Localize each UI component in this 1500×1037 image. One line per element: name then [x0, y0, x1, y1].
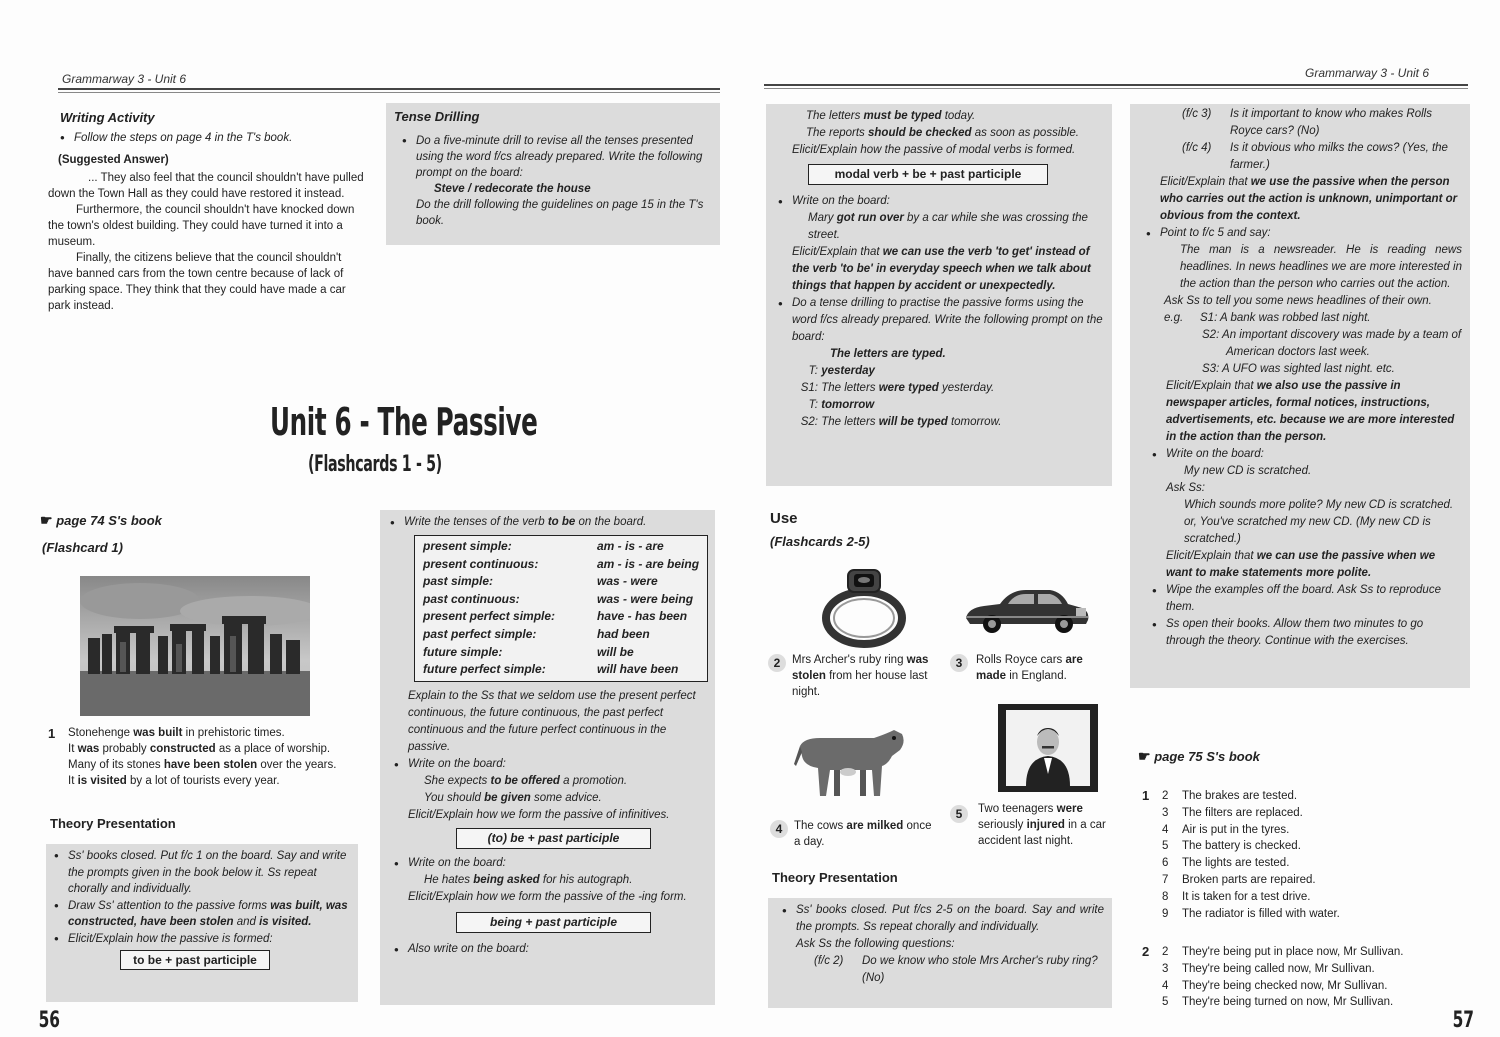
flashcard-3-caption: 3 Rolls Royce cars are made in England. [950, 652, 1115, 684]
drill-t2: T: tomorrow [808, 399, 875, 411]
suggested-para-3: Finally, the citizens believe that the council shouldn't have banned cars from the town centre because of lack of parking space. They think that they could have made a car park instead. [48, 252, 346, 312]
theory-presentation-title-2: Theory Presentation [772, 870, 898, 885]
get-explain: Elicit/Explain that we can use the verb 'to get' instead of the verb 'to be' in everyday speech when we talk about things that happen by accident or unexpectedly. [792, 246, 1091, 292]
drill-s2: S2: The letters will be typed tomorrow. [800, 416, 1002, 428]
answer-item [1162, 805, 1462, 822]
page-number-right: 57 [1452, 1008, 1475, 1033]
right-header: Grammarway 3 - Unit 6 [1305, 66, 1430, 80]
exercise-1-answers [1142, 788, 1462, 922]
ruby-ring-illustration [814, 566, 914, 655]
cow-illustration [790, 720, 908, 805]
suggested-answer-label: (Suggested Answer) [58, 154, 169, 166]
modal-explain: Elicit/Explain how the passive of modal verbs is formed. [792, 144, 1076, 156]
tense-form: had been [597, 626, 650, 641]
seldom-explain: Explain to the Ss that we seldom use the present perfect continuous, the future continuous, the past perfect continuous and the future perfect continuous in the passive. [408, 689, 696, 753]
answer-item [1162, 855, 1462, 872]
flashcard-2-caption: 2 Mrs Archer's ruby ring was stolen from her house last night. [768, 652, 938, 700]
answer-item [1162, 978, 1462, 995]
tense-name: past continuous: [423, 591, 520, 606]
question-fc3: (f/c 3) Is it important to know who makes Rolls Royce cars? (No) [1182, 108, 1432, 137]
modal-example-1: The letters must be typed today. [806, 110, 976, 122]
example-number: 1 [48, 726, 56, 741]
theory-presentation-box-2 [768, 898, 1112, 1008]
left-header-rule-thin [58, 92, 720, 93]
flashcard-3-number: 3 [950, 654, 968, 672]
headline-s3: S3: A UFO was sighted last night. etc. [1202, 363, 1395, 375]
answer-number: 5 [1162, 840, 1169, 853]
also-write-board: • Also write on the board: [392, 941, 707, 958]
page-number-left: 56 [38, 1008, 61, 1033]
pointing-hand-icon: ☛ [40, 512, 53, 528]
theory2-bullet: • Ss' books closed. Put f/cs 2-5 on the board. Say and write the prompts. Ss repeat chorally and individually. [780, 902, 1104, 936]
stonehenge-photo [80, 576, 310, 716]
answer-number: 4 [1162, 979, 1169, 992]
answer-text: The radiator is filled with water. [1182, 907, 1340, 920]
newsreader-text: The man is a newsreader. He is reading news headlines. In news headlines we are more interested in the action than the person who carries out the action. [1180, 244, 1462, 290]
tense-name: future simple: [423, 644, 503, 659]
writing-activity-bullet: • Follow the steps on page 4 in the T's book. [58, 130, 366, 146]
newsreader-tv-illustration [996, 702, 1100, 799]
write-board-1: • Write on the board: [392, 756, 707, 773]
tense-row [415, 538, 703, 556]
example-line-3: Many of its stones have been stolen over the years. [68, 759, 337, 771]
answer-item [1162, 889, 1462, 906]
exercise-2-answers [1142, 944, 1462, 1011]
tense-form: am - is - are [597, 539, 664, 553]
answer-text: The filters are replaced. [1182, 806, 1303, 819]
answer-item [1162, 906, 1462, 923]
tense-drilling-prompt: Steve / redecorate the house [434, 183, 591, 195]
answer-item [1162, 961, 1462, 978]
left-header: Grammarway 3 - Unit 6 [62, 72, 187, 86]
answer-text: The brakes are tested. [1182, 790, 1298, 802]
suggested-para-1: ... They also feel that the council shouldn't have pulled down the Town Hall as they could have restored it instead. [48, 172, 364, 200]
drill-s1: S1: The letters were typed yesterday. [800, 382, 995, 394]
tense-row [415, 591, 703, 609]
use-explain-box [1130, 104, 1470, 688]
pointing-hand-icon-2: ☛ [1138, 748, 1151, 764]
infinitive-example-1: She expects to be offered a promotion. [424, 774, 628, 787]
exercise-1-number: 1 [1142, 788, 1150, 803]
tense-name: past simple: [423, 574, 494, 589]
tense-drilling-box [386, 103, 720, 245]
question-fc2: (f/c 2) Do we know who stole Mrs Archer's ruby ring? (No) [814, 955, 1098, 984]
ask-ss: Ask Ss: [1166, 482, 1205, 494]
cd-example: My new CD is scratched. [1184, 465, 1312, 477]
tenses-box [380, 510, 715, 1005]
answer-number: 6 [1162, 857, 1169, 870]
unit-title: Unit 6 - The Passive [270, 400, 538, 444]
answer-number: 2 [1162, 946, 1169, 958]
question-fc4: (f/c 4) Is it obvious who milks the cows? (Yes, the farmer.) [1182, 142, 1448, 171]
page-75-ref: ☛ page 75 S's book [1138, 748, 1260, 764]
answers-exercise-2 [1142, 944, 1462, 1011]
answer-text: The lights are tested. [1182, 857, 1290, 870]
flashcard-1-label: (Flashcard 1) [42, 540, 123, 555]
theory-presentation-title: Theory Presentation [50, 816, 176, 831]
answer-text: The battery is checked. [1182, 840, 1301, 853]
unit-subtitle: (Flashcards 1 - 5) [308, 452, 442, 477]
flashcard-5-caption: 5 Two teenagers were seriously injured in a car accident last night. [950, 801, 1118, 849]
tense-row [415, 608, 703, 626]
tense-drilling-title: Tense Drilling [394, 109, 480, 124]
writing-activity [48, 110, 366, 314]
theory-presentation-box [46, 844, 358, 1002]
tense-form: have - has been [597, 609, 688, 624]
get-example: Mary got run over by a car while she was crossing the street. [808, 212, 1088, 241]
tense-drilling-bullet: • Do a five-minute drill to revise all the tenses presented using the word f/cs already prepared. Write the following prompt on the board: [400, 133, 712, 181]
answer-number: 8 [1162, 890, 1169, 903]
page-74-ref: ☛ page 74 S's book [40, 512, 162, 528]
formula-infinitive: (to) be + past participle [456, 828, 651, 849]
flashcard-4-number: 4 [770, 820, 788, 838]
answer-text: They're being checked now, Mr Sullivan. [1182, 979, 1388, 992]
drill-prompt: The letters are typed. [830, 348, 946, 360]
ask-headlines: Ask Ss to tell you some news headlines of their own. [1164, 295, 1432, 307]
drill-lines [774, 363, 1104, 431]
example-line-4: It is visited by a lot of tourists every year. [68, 775, 280, 787]
example-line-2: It was probably constructed as a place of worship. [68, 743, 331, 755]
open-books: • Ss open their books. Allow them two minutes to go through the theory. Continue with the exercises. [1150, 616, 1462, 650]
tense-row [415, 644, 703, 662]
use-explain-2: Elicit/Explain that we also use the passive in newspaper articles, formal notices, instructions, advertisements, etc. because we are more interested in the action than the person. [1166, 380, 1455, 443]
ing-explain: Elicit/Explain how we form the passive of the -ing form. [408, 890, 687, 903]
example-line-1: Stonehenge was built in prehistoric times. [68, 727, 285, 739]
answer-text: Broken parts are repaired. [1182, 873, 1316, 886]
write-board-cd: • Write on the board: [1150, 446, 1462, 463]
use-title: Use [770, 510, 798, 527]
answer-item [1162, 822, 1462, 839]
answer-item [1162, 872, 1462, 889]
formula-passive: to be + past participle [120, 950, 270, 971]
tense-row [415, 573, 703, 591]
left-header-rule [58, 88, 720, 90]
tense-form: was - were being [597, 591, 694, 606]
write-board-2: • Write on the board: [392, 855, 707, 872]
answer-item [1162, 838, 1462, 855]
answer-number: 2 [1162, 790, 1169, 802]
tense-name: present continuous: [423, 556, 539, 571]
suggested-para-2: Furthermore, the council shouldn't have knocked down the town's oldest building. They could have turned it into a museum. [48, 204, 355, 248]
right-header-rule-thin [764, 88, 1468, 89]
answer-item [1162, 788, 1462, 805]
headline-s1: e.g. S1: A bank was robbed last night. [1164, 312, 1371, 324]
answer-number: 9 [1162, 907, 1169, 920]
theory-bullet-2: • Draw Ss' attention to the passive forms was built, was constructed, have been stolen and is visited. [52, 898, 352, 931]
flashcard-2-number: 2 [768, 654, 786, 672]
answer-text: Air is put in the tyres. [1182, 823, 1290, 836]
tense-row [415, 626, 703, 644]
use-explain-3: Elicit/Explain that we can use the passive when we want to make statements more polite. [1166, 550, 1436, 579]
point-fc5: • Point to f/c 5 and say: [1144, 225, 1462, 242]
answer-text: They're being put in place now, Mr Sullivan. [1182, 946, 1404, 958]
tense-form: am - is - are being [597, 556, 700, 571]
answer-number: 5 [1162, 996, 1169, 1009]
use-explain-1: Elicit/Explain that we use the passive when the person who carries out the action is unknown, unimportant or obvious from the context. [1160, 176, 1458, 222]
infinitive-explain: Elicit/Explain how we form the passive of infinitives. [408, 808, 670, 821]
tense-form: was - were [597, 574, 658, 589]
tense-drilling-bullet-2: • Do a tense drilling to practise the passive forms using the word f/cs already prepared. Write the following prompt on the board: [776, 295, 1104, 346]
tense-name: present simple: [423, 539, 512, 553]
answer-text: It is taken for a test drive. [1182, 890, 1311, 903]
tenses-table-frame [414, 535, 708, 682]
tense-name: past perfect simple: [423, 626, 537, 641]
writing-activity-title: Writing Activity [60, 110, 155, 125]
tense-form: will have been [597, 662, 679, 677]
wipe-examples: • Wipe the examples off the board. Ask Ss to reproduce them. [1150, 582, 1462, 616]
theory-bullet-3: • Elicit/Explain how the passive is formed: [52, 931, 352, 948]
theory2-ask: Ask Ss the following questions: [796, 938, 955, 950]
modal-example-2: The reports should be checked as soon as possible. [806, 127, 1079, 139]
headline-s2: S2: An important discovery was made by a team of American doctors last week. [1202, 329, 1462, 358]
use-subtitle: (Flashcards 2-5) [770, 534, 870, 549]
tense-row [415, 556, 703, 574]
infinitive-example-2: You should be given some advice. [424, 791, 602, 804]
tense-form: will be [597, 644, 634, 659]
tense-drilling-after: Do the drill following the guidelines on page 15 in the T's book. [416, 199, 704, 227]
answers-exercise-1 [1142, 788, 1462, 922]
answer-number: 3 [1162, 962, 1169, 975]
formula-modal: modal verb + be + past participle [808, 164, 1048, 185]
drill-t1: T: yesterday [808, 365, 875, 377]
modal-passive-box [766, 104, 1112, 486]
flashcard-4-caption: 4 The cows are milked once a day. [770, 818, 940, 850]
polite-question: Which sounds more polite? My new CD is scratched. or, You've scratched my new CD. (My new CD is scratched.) [1184, 499, 1454, 545]
write-board-get: • Write on the board: [776, 193, 1104, 210]
right-header-rule [764, 84, 1468, 86]
answer-item [1162, 994, 1462, 1011]
exercise-2-number: 2 [1142, 944, 1150, 959]
theory-bullet-1: • Ss' books closed. Put f/c 1 on the board. Say and write the prompts given in the book below it. Ss repeat chorally and individually. [52, 848, 352, 898]
flashcard-5-number: 5 [950, 805, 968, 823]
answer-item [1162, 944, 1462, 961]
tense-name: future perfect simple: [423, 662, 546, 677]
stonehenge-examples [48, 725, 368, 789]
answer-text: They're being turned on now, Mr Sullivan. [1182, 996, 1394, 1009]
answer-number: 3 [1162, 806, 1169, 819]
tenses-table [415, 538, 703, 679]
tense-row [415, 661, 703, 679]
answer-number: 7 [1162, 873, 1169, 886]
ing-example: He hates being asked for his autograph. [424, 873, 633, 886]
tenses-bullet: • Write the tenses of the verb to be on the board. [388, 514, 707, 531]
formula-ing: being + past participle [456, 912, 651, 933]
rolls-royce-car-illustration [962, 580, 1092, 641]
tense-name: present perfect simple: [423, 609, 556, 624]
answer-text: They're being called now, Mr Sullivan. [1182, 962, 1375, 975]
answer-number: 4 [1162, 823, 1169, 836]
